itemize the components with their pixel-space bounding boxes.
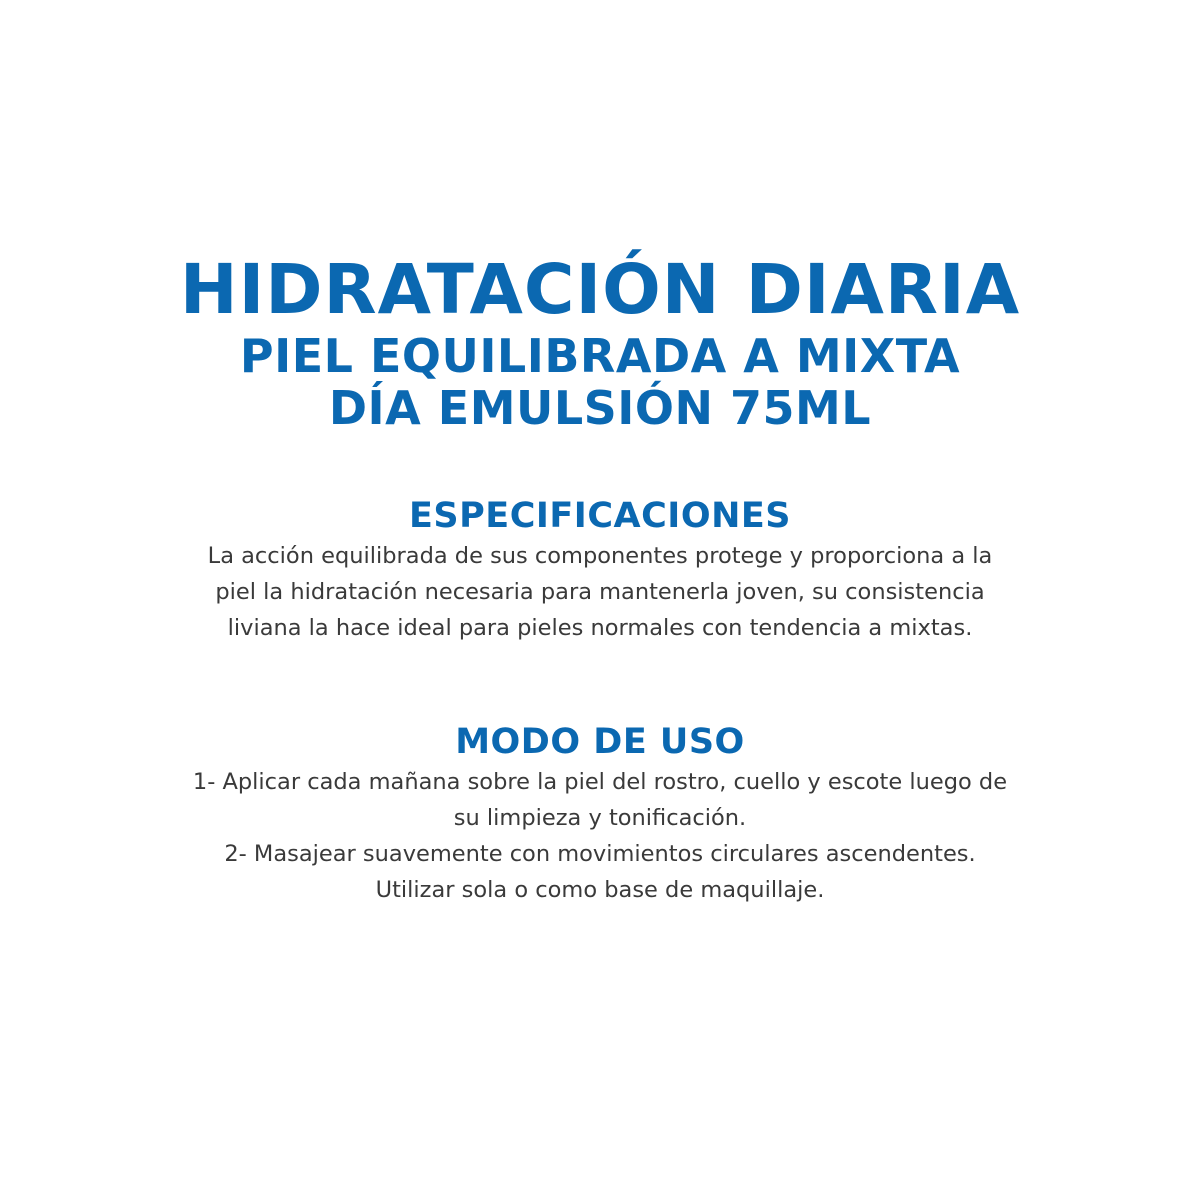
usage-line: Utilizar sola o como base de maquillaje. <box>375 877 825 903</box>
usage-line: su limpieza y tonificación. <box>453 805 747 831</box>
specifications-heading: ESPECIFICACIONES <box>409 496 791 536</box>
specifications-line: La acción equilibrada de sus componentes protege y proporciona a la <box>207 543 993 569</box>
specifications-line: piel la hidratación necesaria para mantenerla joven, su consistencia <box>215 579 985 605</box>
usage-line: 2- Masajear suavemente con movimientos circulares ascendentes. <box>224 841 976 867</box>
product-subtitle-skin-type: PIEL EQUILIBRADA A MIXTA <box>239 329 961 383</box>
product-subtitle-variant: DÍA EMULSIÓN 75ML <box>328 381 872 435</box>
specifications-line: liviana la hace ideal para pieles normales con tendencia a mixtas. <box>227 615 973 641</box>
product-title-block <box>0 250 1200 434</box>
specifications-text <box>170 538 1030 646</box>
specifications-section <box>0 494 1200 646</box>
product-title: HIDRATACIÓN DIARIA <box>179 250 1021 330</box>
usage-text <box>160 764 1040 908</box>
usage-line: 1- Aplicar cada mañana sobre la piel del rostro, cuello y escote luego de <box>192 769 1008 795</box>
usage-section <box>0 720 1200 908</box>
usage-heading: MODO DE USO <box>455 722 745 762</box>
